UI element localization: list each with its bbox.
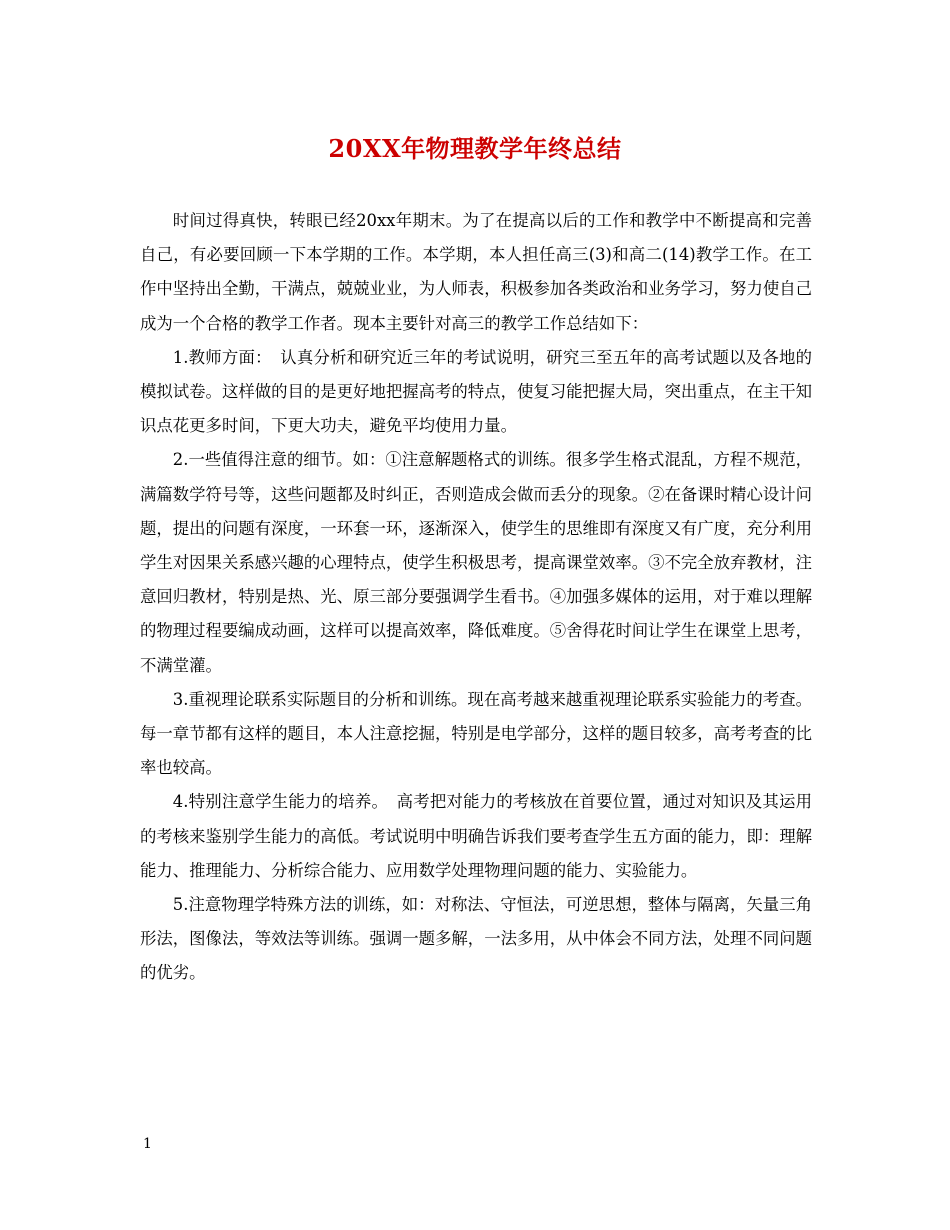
paragraph-ability-training: 4.特别注意学生能力的培养。 高考把对能力的考核放在首要位置，通过对知识及其运用的考核来鉴别学生能力的高低。考试说明中明确告诉我们要考查学生五方面的能力，即：理解能力、推理能力、分析综合能力、应用数学处理物理问题的能力、实验能力。: [140, 792, 813, 880]
paragraph-teacher-aspect: 1.教师方面： 认真分析和研究近三年的考试说明，研究三至五年的高考试题以及各地的模拟试卷。这样做的目的是更好地把握高考的特点，使复习能把握大局，突出重点，在主干知识点花更多时间，下更大功夫，避免平均使用力量。: [140, 347, 813, 436]
paragraph-details: 2.一些值得注意的细节。如：①注意解题格式的训练。很多学生格式混乱，方程不规范，满篇数学符号等，这些问题都及时纠正，否则造成会做而丢分的现象。②在备课时精心设计问题，提出的问题有深度，一环套一环，逐渐深入，使学生的思维即有深度又有广度，充分利用学生对因果关系感兴趣的心理特点，使学生积极思考，提高课堂效率。③不完全放弃教材，注意回归教材，特别是热、光、原三部分要强调学生看书。④加强多媒体的运用，对于难以理解的物理过程要编成动画，这样可以提高效率，降低难度。⑤舍得花时间让学生在课堂上思考，不满堂灌。: [140, 450, 813, 675]
document-title: 20XX年物理教学年终总结: [328, 134, 622, 163]
paragraph-theory-practice: 3.重视理论联系实际题目的分析和训练。现在高考越来越重视理论联系实验能力的考查。每一章节都有这样的题目，本人注意挖掘，特别是电学部分，这样的题目较多，高考考查的比率也较高。: [140, 689, 813, 778]
paragraph-special-methods: 5.注意物理学特殊方法的训练，如：对称法、守恒法，可逆思想，整体与隔离，矢量三角形法，图像法，等效法等训练。强调一题多解，一法多用，从中体会不同方法，处理不同问题的优劣。: [140, 895, 813, 983]
page-number: 1: [143, 1136, 152, 1152]
document-body: [140, 204, 812, 991]
paragraph-intro: 时间过得真快，转眼已经20xx年期末。为了在提高以后的工作和教学中不断提高和完善自己，有必要回顾一下本学期的工作。本学期，本人担任高三(3)和高二(14)教学工作。在工作中坚持出全勤，干满点，兢兢业业，为人师表，积极参加各类政治和业务学习，努力使自己成为一个合格的教学工作者。现本主要针对高三的教学工作总结如下：: [140, 211, 813, 333]
